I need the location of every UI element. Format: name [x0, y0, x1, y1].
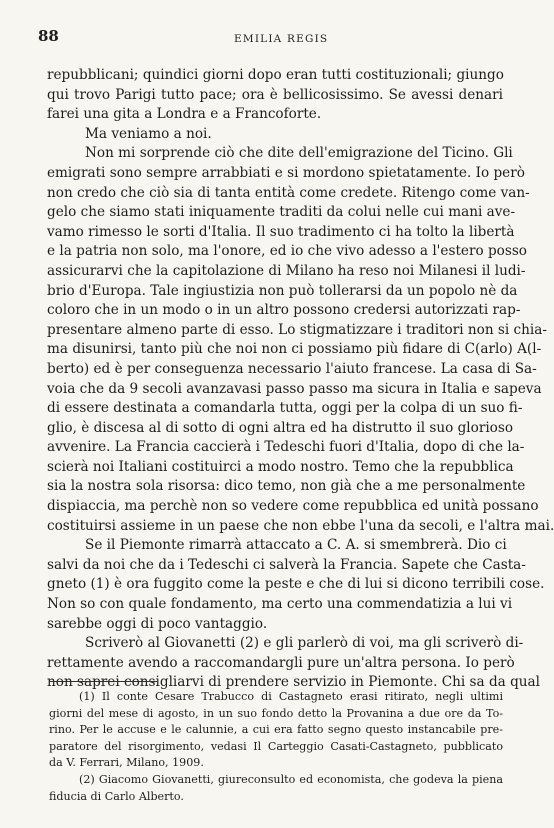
text-line: rettamente avendo a raccomandargli pure un'altra persona. Io però	[47, 654, 515, 671]
text-line: scierà noi Italiani costituirci a modo nostro. Temo che la repubblica	[47, 458, 514, 475]
text-line: ma disunirsi, tanto più che noi non ci possiamo più fidare di C(arlo) A(l-	[47, 341, 542, 358]
footnote-line: paratore del risorgimento, vedasi Il Carteggio Casati-Castagneto, pubblicato	[49, 739, 503, 753]
footnote-line: rino. Per le accuse e le calunnie, a cui era fatto segno questo instancabile pre-	[49, 723, 503, 737]
text-line: repubblicani; quindici giorni dopo eran tutti costituzionali; giungo	[47, 67, 504, 83]
text-line: presentare almeno parte di esso. Lo stigmatizzare i traditori non si chia-	[47, 321, 547, 338]
footnote-line: fiducia di Carlo Alberto.	[49, 789, 184, 803]
footnotes	[49, 689, 503, 805]
text-line: Se il Piemonte rimarrà attaccato a C. A. si smembrerà. Dio ci	[85, 537, 507, 554]
text-line: sarebbe oggi di poco vantaggio.	[47, 615, 268, 632]
text-line: non saprei consigliarvi di prendere servizio in Piemonte. Chi sa da qual	[47, 674, 540, 691]
footnote-line: (1) Il conte Cesare Trabucco di Castagneto erasi ritirato, negli ultimi	[79, 690, 503, 703]
text-line: emigrati sono sempre arrabbiati e si mordono spietatamente. Io però	[47, 164, 525, 181]
text-line: voia che da 9 secoli avanzavasi passo passo ma sicura in Italia e sapeva	[47, 380, 542, 397]
text-line: Non mi sorprende ciò che dite dell'emigrazione del Ticino. Gli	[85, 145, 513, 162]
footnote-line: da V. Ferrari, Milano, 1909.	[49, 756, 204, 770]
page-number: 88	[38, 27, 59, 45]
text-line: brio d'Europa. Tale ingiustizia non può tollerarsi da un popolo nè da	[47, 282, 518, 299]
text-line: coloro che in un modo o in un altro possono credersi autorizzati rap-	[47, 302, 521, 319]
text-line: assicurarvi che la capitolazione di Milano ha reso noi Milanesi il ludi-	[47, 262, 526, 279]
text-line: Ma veniamo a noi.	[85, 125, 212, 142]
letter-body	[47, 66, 554, 693]
footnote-rule	[49, 681, 157, 682]
text-line: e la patria non solo, ma l'onore, ed io che vivo adesso a l'estero posso	[47, 243, 527, 260]
text-line: qui trovo Parigi tutto pace; ora è bellicosissimo. Se avessi denari	[47, 86, 503, 103]
text-line: farei una gita a Londra e a Francoforte.	[47, 106, 322, 123]
text-line: gneto (1) è ora fuggito come la peste e che di lui si dicono terribili cose.	[47, 576, 545, 593]
text-line: non credo che ciò sia di tanta entità come credete. Ritengo come van-	[47, 184, 530, 201]
page-header	[38, 27, 500, 47]
text-line: salvi da noi che da i Tedeschi ci salverà la Francia. Sapete che Casta-	[47, 556, 526, 573]
footnote-line: giorni del mese di agosto, in un suo fondo detto la Provanina a due ore da To-	[49, 706, 503, 720]
text-line: Non so con quale fondamento, ma certo una commendatizia a lui vi	[47, 596, 513, 613]
text-line: di essere destinata a comandarla tutta, oggi per la colpa di un suo fi-	[47, 400, 523, 417]
text-line: berto) ed è per conseguenza necessario l'aiuto francese. La casa di Sa-	[47, 360, 537, 377]
text-line: Scriverò al Giovanetti (2) e gli parlerò di voi, ma gli scriverò di-	[85, 635, 524, 652]
footnote-line: (2) Giacomo Giovanetti, giureconsulto ed economista, che godeva la piena	[79, 772, 503, 786]
text-line: sia la nostra sola risorsa: dico temo, non già che a me personalmente	[47, 478, 526, 495]
text-line: gelo che siamo stati iniquamente traditi da colui nelle cui mani ave-	[47, 204, 516, 221]
text-line: dispiaccia, ma perchè non so vedere come repubblica ed unità possano	[47, 498, 539, 515]
running-head: EMILIA REGIS	[234, 33, 329, 45]
text-line: costituirsi assieme in un paese che non ebbe l'una da secoli, e l'altra mai.	[47, 517, 554, 534]
text-line: vamo rimesso le sorti d'Italia. Il suo tradimento ci ha tolto la libertà	[47, 223, 515, 240]
text-line: avvenire. La Francia caccierà i Tedeschi fuori d'Italia, dopo di che la-	[47, 439, 525, 456]
text-line: glio, è discesa al di sotto di ogni altra ed ha distrutto il suo glorioso	[47, 419, 514, 436]
